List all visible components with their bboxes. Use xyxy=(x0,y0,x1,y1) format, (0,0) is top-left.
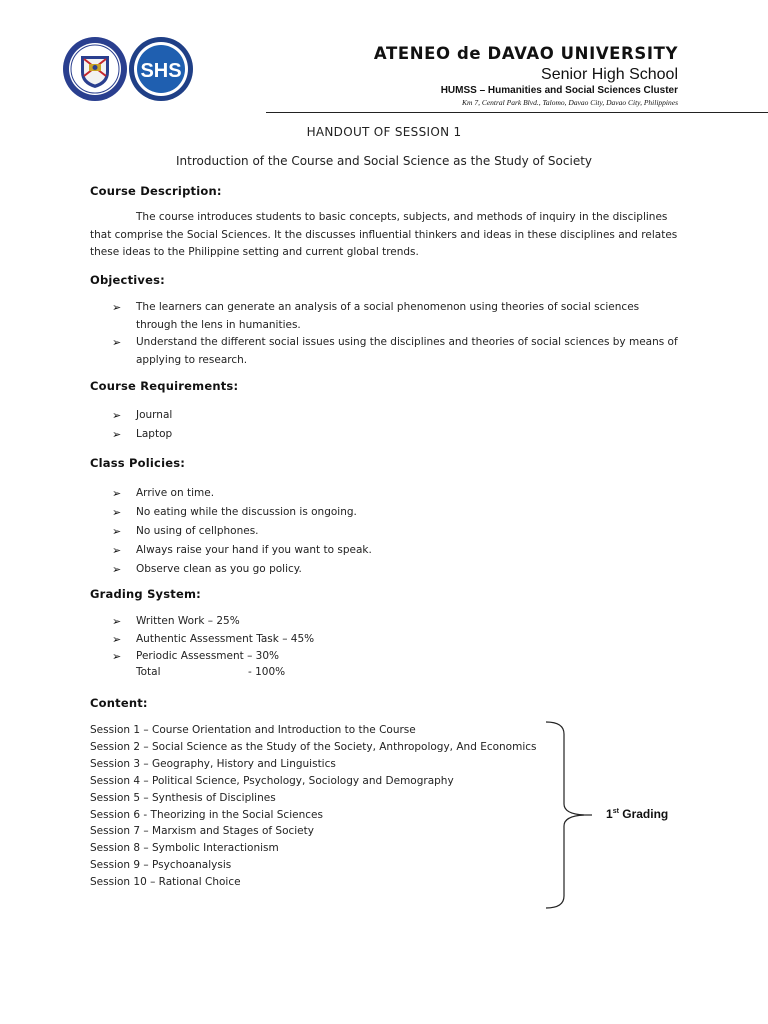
requirements-list xyxy=(112,406,682,444)
arrow-bullet-icon: ➢ xyxy=(112,525,122,538)
list-item: ➢ Authentic Assessment Task – 45% xyxy=(112,631,682,649)
arrow-bullet-icon: ➢ xyxy=(112,487,122,500)
grading-heading: Grading System: xyxy=(90,587,201,601)
list-item: Session 4 – Political Science, Psychology, Sociology and Demography xyxy=(90,774,454,787)
list-item: ➢ Arrive on time. xyxy=(112,484,682,503)
arrow-bullet-icon: ➢ xyxy=(112,615,122,628)
course-description-body: The course introduces students to basic concepts, subjects, and methods of inquiry in the disciplines that comprise the Social Sciences. It the discusses influential thinkers and ideas in these disciplines and relates these ideas to the Philippine setting and current global trends. xyxy=(90,211,678,258)
list-item: Session 8 – Symbolic Interactionism xyxy=(90,842,279,855)
grading-period-label: 1st Grading xyxy=(606,807,669,821)
grading-total xyxy=(136,666,286,678)
list-item: ➢ Written Work – 25% xyxy=(112,613,682,631)
list-item: Session 1 – Course Orientation and Introduction to the Course xyxy=(90,724,416,736)
grading-list xyxy=(112,613,682,666)
requirements-heading: Course Requirements: xyxy=(90,379,239,393)
list-item: Session 10 – Rational Choice xyxy=(90,876,241,889)
arrow-bullet-icon: ➢ xyxy=(112,506,122,519)
list-item: Session 7 – Marxism and Stages of Society xyxy=(90,825,314,838)
university-seal-icon xyxy=(62,36,128,102)
policies-list xyxy=(112,484,682,579)
arrow-bullet-icon: ➢ xyxy=(112,563,122,576)
shs-logo-icon xyxy=(128,36,194,102)
sessions-list xyxy=(90,722,537,891)
school-name: Senior High School xyxy=(541,66,678,83)
list-item: ➢ Observe clean as you go policy. xyxy=(112,560,682,579)
list-item: ➢ No eating while the discussion is ongoing. xyxy=(112,503,682,522)
list-item: ➢ Periodic Assessment – 30% xyxy=(112,648,682,666)
handout-subtitle: Introduction of the Course and Social Science as the Study of Society xyxy=(175,154,593,168)
policies-heading: Class Policies: xyxy=(90,456,186,470)
university-name: ATENEO de DAVAO UNIVERSITY xyxy=(373,44,678,63)
arrow-bullet-icon: ➢ xyxy=(112,544,122,557)
arrow-bullet-icon: ➢ xyxy=(112,428,122,441)
list-item: ➢ Journal xyxy=(112,406,682,425)
arrow-bullet-icon: ➢ xyxy=(112,336,122,349)
list-item: Session 5 – Synthesis of Disciplines xyxy=(90,791,276,804)
list-item: ➢ Laptop xyxy=(112,425,682,444)
cluster-name: HUMSS – Humanities and Social Sciences Cluster xyxy=(440,85,678,96)
course-description-text xyxy=(90,209,678,262)
content-heading: Content: xyxy=(90,696,148,710)
header-divider xyxy=(266,112,768,113)
university-address: Km 7, Central Park Blvd., Talomo, Davao City, Davao City, Philippines xyxy=(462,98,678,107)
list-item: ➢ No using of cellphones. xyxy=(112,522,682,541)
objectives-list xyxy=(112,299,682,369)
arrow-bullet-icon: ➢ xyxy=(112,301,122,314)
total-label: Total xyxy=(136,666,161,678)
arrow-bullet-icon: ➢ xyxy=(112,632,122,646)
arrow-bullet-icon: ➢ xyxy=(112,650,122,663)
list-item: ➢ Understand the different social issues using the disciplines and theories of social sciences by means of applying to research. xyxy=(112,336,678,366)
arrow-bullet-icon: ➢ xyxy=(112,409,122,422)
objectives-heading: Objectives: xyxy=(90,273,165,287)
list-item: Session 2 – Social Science as the Study of the Society, Anthropology, And Economics xyxy=(90,740,537,753)
handout-title: HANDOUT OF SESSION 1 xyxy=(306,125,462,139)
total-value: - 100% xyxy=(248,666,286,678)
shs-logo-text: SHS xyxy=(140,60,182,82)
list-item: ➢ Always raise your hand if you want to speak. xyxy=(112,541,682,560)
course-description-heading: Course Description: xyxy=(90,184,222,198)
list-item: Session 9 – Psychoanalysis xyxy=(90,859,232,872)
list-item: Session 6 - Theorizing in the Social Sciences xyxy=(90,808,323,821)
curly-brace-icon xyxy=(544,720,594,910)
list-item: Session 3 – Geography, History and Linguistics xyxy=(90,757,336,770)
list-item: ➢ The learners can generate an analysis of a social phenomenon using theories of social sciences through the lens in humanities. xyxy=(112,301,640,331)
university-header xyxy=(374,44,678,107)
